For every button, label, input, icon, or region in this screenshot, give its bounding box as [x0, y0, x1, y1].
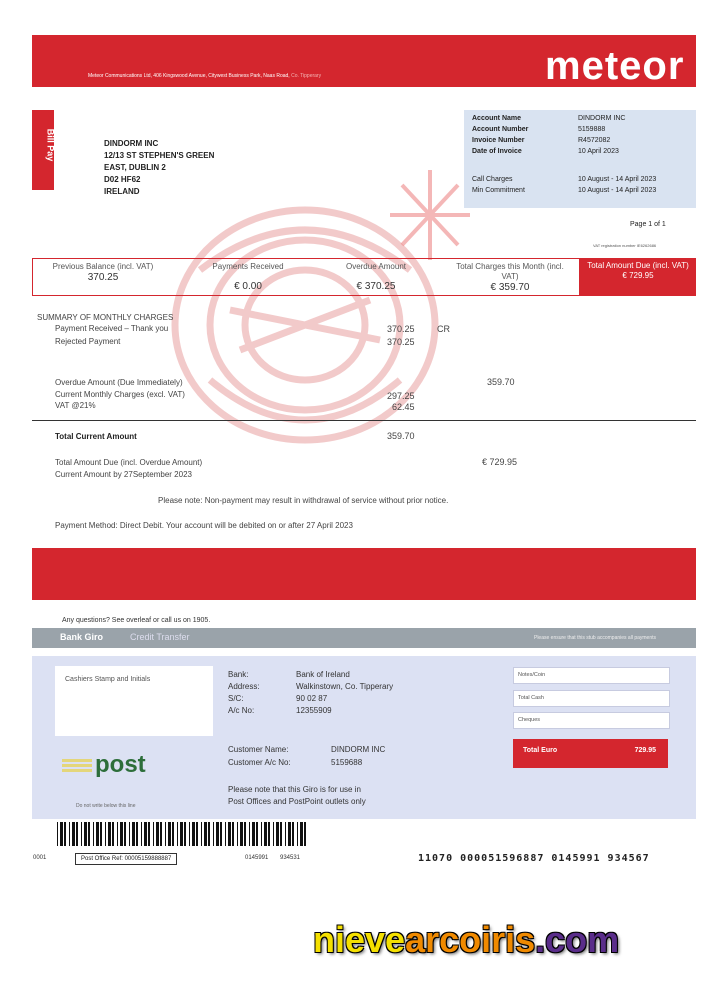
- previous-balance-label: Previous Balance (incl. VAT): [52, 262, 154, 271]
- stub-note: Please ensure that this stub accompanies all payments: [533, 635, 656, 641]
- post-logo-text: post: [95, 751, 146, 778]
- barcode-bar: [304, 822, 306, 846]
- footer-code-left: 0001: [33, 855, 47, 861]
- min-commitment-label: Min Commitment: [472, 187, 525, 194]
- barcode-bar: [60, 822, 63, 846]
- total-euro-box: [513, 739, 668, 768]
- barcode-bar: [72, 822, 75, 846]
- current-amount-by-label: Current Amount by 27September 2023: [55, 470, 192, 479]
- total-current-value: 359.70: [387, 431, 415, 441]
- invoice-date-label: Date of Invoice: [472, 148, 522, 155]
- account-number-label: Account Number: [472, 126, 529, 133]
- payment-received-value: 370.25: [387, 324, 415, 334]
- barcode-bar: [285, 822, 286, 846]
- barcode-bar: [165, 822, 166, 846]
- questions-line: Any questions? See overleaf or call us on 1905.: [62, 617, 211, 624]
- previous-balance: [43, 262, 163, 283]
- barcode-bar: [76, 822, 78, 846]
- current-monthly-label: Current Monthly Charges (excl. VAT): [55, 390, 185, 399]
- cheques-label: Cheques: [518, 717, 541, 723]
- payments-received: [193, 262, 303, 292]
- credit-indicator: CR: [437, 324, 450, 334]
- account-name-label: Account Name: [472, 115, 522, 122]
- barcode-bar: [232, 822, 234, 846]
- barcode-bar: [93, 822, 94, 846]
- company-address: [88, 73, 321, 79]
- meteor-logo: meteor: [545, 44, 685, 88]
- total-charges-label: Total Charges this Month (incl. VAT): [456, 262, 564, 281]
- customer-address-line: D02 HF62: [104, 175, 141, 184]
- vat-label: VAT @21%: [55, 401, 96, 410]
- rejected-payment-value: 370.25: [387, 337, 415, 347]
- barcode-bar: [213, 822, 214, 846]
- payment-received-label: Payment Received – Thank you: [55, 324, 169, 333]
- customer-name-label: Customer Name:: [228, 745, 289, 754]
- post-office-note-2: Post Offices and PostPoint outlets only: [228, 797, 366, 806]
- invoice-date-value: 10 April 2023: [578, 148, 619, 155]
- bank-label: Bank:: [228, 670, 249, 679]
- notes-coin-label: Notes/Coin: [518, 672, 546, 678]
- total-cash-label: Total Cash: [518, 695, 544, 701]
- credit-transfer-tab: Credit Transfer: [130, 632, 190, 642]
- watermark-part1: nieve: [313, 919, 406, 960]
- overdue-amount-value: € 370.25: [356, 281, 396, 292]
- barcode-bar: [256, 822, 258, 846]
- barcode-bar: [129, 822, 130, 846]
- page-number: Page 1 of 1: [630, 221, 666, 228]
- total-amount-due-label: Total Amount Due (incl. VAT): [587, 261, 689, 270]
- barcode-bar: [64, 822, 66, 846]
- previous-balance-value: 370.25: [87, 272, 119, 283]
- barcode-bar: [189, 822, 190, 846]
- barcode-bar: [240, 822, 243, 846]
- watermark-part2: arcoiris: [405, 919, 536, 960]
- account-info-box: [464, 110, 696, 208]
- total-amount-due-box: [580, 258, 696, 296]
- footer-code-mid2: 934531: [280, 855, 301, 861]
- cheques-field[interactable]: [513, 712, 670, 729]
- barcode-bar: [156, 822, 159, 846]
- barcode-bar: [112, 822, 114, 846]
- barcode-bar: [244, 822, 246, 846]
- barcode-bar: [120, 822, 123, 846]
- barcode-bar: [108, 822, 111, 846]
- rejected-payment-label: Rejected Payment: [55, 337, 121, 346]
- barcode-bar: [153, 822, 154, 846]
- customer-name-value: DINDORM INC: [331, 745, 386, 754]
- overdue-amount-label: Overdue Amount: [345, 262, 407, 271]
- customer-address-line: 12/13 ST STEPHEN'S GREEN: [104, 151, 215, 160]
- watermark-part3: .com: [535, 919, 620, 960]
- summary-title: SUMMARY OF MONTHLY CHARGES: [37, 313, 174, 322]
- barcode-bar: [273, 822, 274, 846]
- barcode-bar: [264, 822, 267, 846]
- post-office-note-1: Please note that this Giro is for use in: [228, 785, 361, 794]
- barcode-bar: [300, 822, 303, 846]
- barcode-bar: [280, 822, 282, 846]
- cashier-stamp-box: [55, 666, 213, 736]
- barcode-bar: [204, 822, 207, 846]
- barcode-bar: [184, 822, 186, 846]
- barcode-bar: [249, 822, 250, 846]
- barcode-bar: [252, 822, 255, 846]
- current-monthly-value: 297.25: [387, 391, 415, 401]
- total-current-label: Total Current Amount: [55, 432, 137, 441]
- bank-address-value: Walkinstown, Co. Tipperary: [296, 682, 394, 691]
- barcode-bar: [69, 822, 70, 846]
- bank-value: Bank of Ireland: [296, 670, 350, 679]
- barcode-bar: [288, 822, 291, 846]
- barcode-bar: [84, 822, 87, 846]
- customer-account-label: Customer A/c No:: [228, 758, 291, 767]
- barcode-bar: [124, 822, 126, 846]
- call-charges-value: 10 August - 14 April 2023: [578, 176, 657, 183]
- barcode-bar: [117, 822, 118, 846]
- total-cash-field[interactable]: [513, 690, 670, 707]
- barcode-bar: [208, 822, 210, 846]
- post-logo-icon: [62, 759, 92, 773]
- bank-address-label: Address:: [228, 682, 260, 691]
- notes-coin-field[interactable]: [513, 667, 670, 684]
- footer-code-mid1: 0145991: [245, 855, 269, 861]
- payments-received-label: Payments Received: [212, 262, 284, 271]
- cashier-stamp-label: Cashiers Stamp and Initials: [65, 676, 151, 683]
- account-no-label: A/c No:: [228, 706, 255, 715]
- barcode-bar: [105, 822, 106, 846]
- customer-address: [104, 138, 214, 198]
- barcode-bar: [292, 822, 294, 846]
- account-name-value: DINDORM INC: [578, 115, 626, 122]
- barcode-bar: [141, 822, 142, 846]
- barcode-bar: [276, 822, 279, 846]
- barcode-bar: [172, 822, 174, 846]
- barcode-bar: [237, 822, 238, 846]
- divider-line: [32, 420, 696, 421]
- total-due-summary-value: € 729.95: [482, 457, 518, 467]
- barcode-bar: [168, 822, 171, 846]
- non-payment-notice: Please note: Non-payment may result in withdrawal of service without prior notice.: [158, 496, 449, 505]
- giro-header-bar: [32, 628, 696, 648]
- barcode-bar: [261, 822, 262, 846]
- watermark: [313, 919, 619, 961]
- barcode: [57, 822, 307, 846]
- total-euro-value: 729.95: [634, 747, 656, 754]
- total-amount-due-value: € 729.95: [622, 271, 654, 280]
- overdue-label: Overdue Amount (Due Immediately): [55, 378, 183, 387]
- account-number-value: 5159888: [578, 126, 606, 133]
- customer-address-line: IRELAND: [104, 187, 140, 196]
- barcode-bar: [144, 822, 147, 846]
- company-address-county: Co. Tipperary: [291, 73, 322, 79]
- vat-value: 62.45: [392, 402, 415, 412]
- bank-giro-tab: Bank Giro: [60, 632, 104, 642]
- barcode-bar: [132, 822, 135, 846]
- barcode-bar: [220, 822, 222, 846]
- total-euro-label: Total Euro: [523, 747, 558, 754]
- barcode-bar: [297, 822, 298, 846]
- total-due-summary-label: Total Amount Due (incl. Overdue Amount): [55, 458, 203, 467]
- barcode-bar: [225, 822, 226, 846]
- min-commitment-value: 10 August - 14 April 2023: [578, 187, 657, 194]
- vat-registration: VAT registration number IE6262686: [593, 243, 657, 248]
- barcode-bar: [160, 822, 162, 846]
- customer-address-line: DINDORM INC: [104, 139, 159, 148]
- total-charges-month: [455, 262, 565, 293]
- overdue-amount: [321, 262, 431, 292]
- bill-pay-label: Bill Pay: [45, 128, 56, 162]
- barcode-bar: [177, 822, 178, 846]
- customer-account-value: 5159688: [331, 758, 363, 767]
- invoice-number-label: Invoice Number: [472, 137, 525, 144]
- decorative-stamp-graphic: [140, 150, 500, 480]
- account-no-value: 12355909: [296, 706, 332, 715]
- an-post-logo: [62, 751, 146, 779]
- payments-received-value: € 0.00: [234, 281, 262, 292]
- payment-method: Payment Method: Direct Debit. Your account will be debited on or after 27 April 2023: [55, 521, 353, 530]
- total-charges-value: € 359.70: [490, 282, 530, 293]
- barcode-bar: [136, 822, 138, 846]
- barcode-bar: [216, 822, 219, 846]
- barcode-bar: [81, 822, 82, 846]
- sort-code-label: S/C:: [228, 694, 244, 703]
- overdue-value: 359.70: [487, 377, 515, 387]
- barcode-bar: [268, 822, 270, 846]
- sort-code-value: 90 02 87: [296, 694, 328, 703]
- barcode-bar: [96, 822, 99, 846]
- barcode-bar: [180, 822, 183, 846]
- barcode-bar: [228, 822, 231, 846]
- customer-address-line: EAST, DUBLIN 2: [104, 163, 166, 172]
- barcode-bar: [201, 822, 202, 846]
- company-address-text: Meteor Communications Ltd, 406 Kingswood Avenue, Citywest Business Park, Naas Road,: [88, 73, 290, 79]
- balance-summary-box: [32, 258, 580, 296]
- barcode-bar: [148, 822, 150, 846]
- call-charges-label: Call Charges: [472, 176, 513, 183]
- post-office-ref: Post Office Ref: 00005159888887: [75, 853, 177, 865]
- barcode-bar: [100, 822, 102, 846]
- barcode-bar: [88, 822, 90, 846]
- bill-pay-tab: [32, 110, 54, 190]
- barcode-bar: [196, 822, 198, 846]
- barcode-bar: [192, 822, 195, 846]
- red-divider-band: [32, 548, 696, 600]
- invoice-number-value: R4572082: [578, 137, 611, 144]
- do-not-write-note: Do not write below this line: [76, 803, 136, 809]
- barcode-bar: [57, 822, 58, 846]
- ocr-line: 11070 000051596887 0145991 934567: [418, 853, 650, 864]
